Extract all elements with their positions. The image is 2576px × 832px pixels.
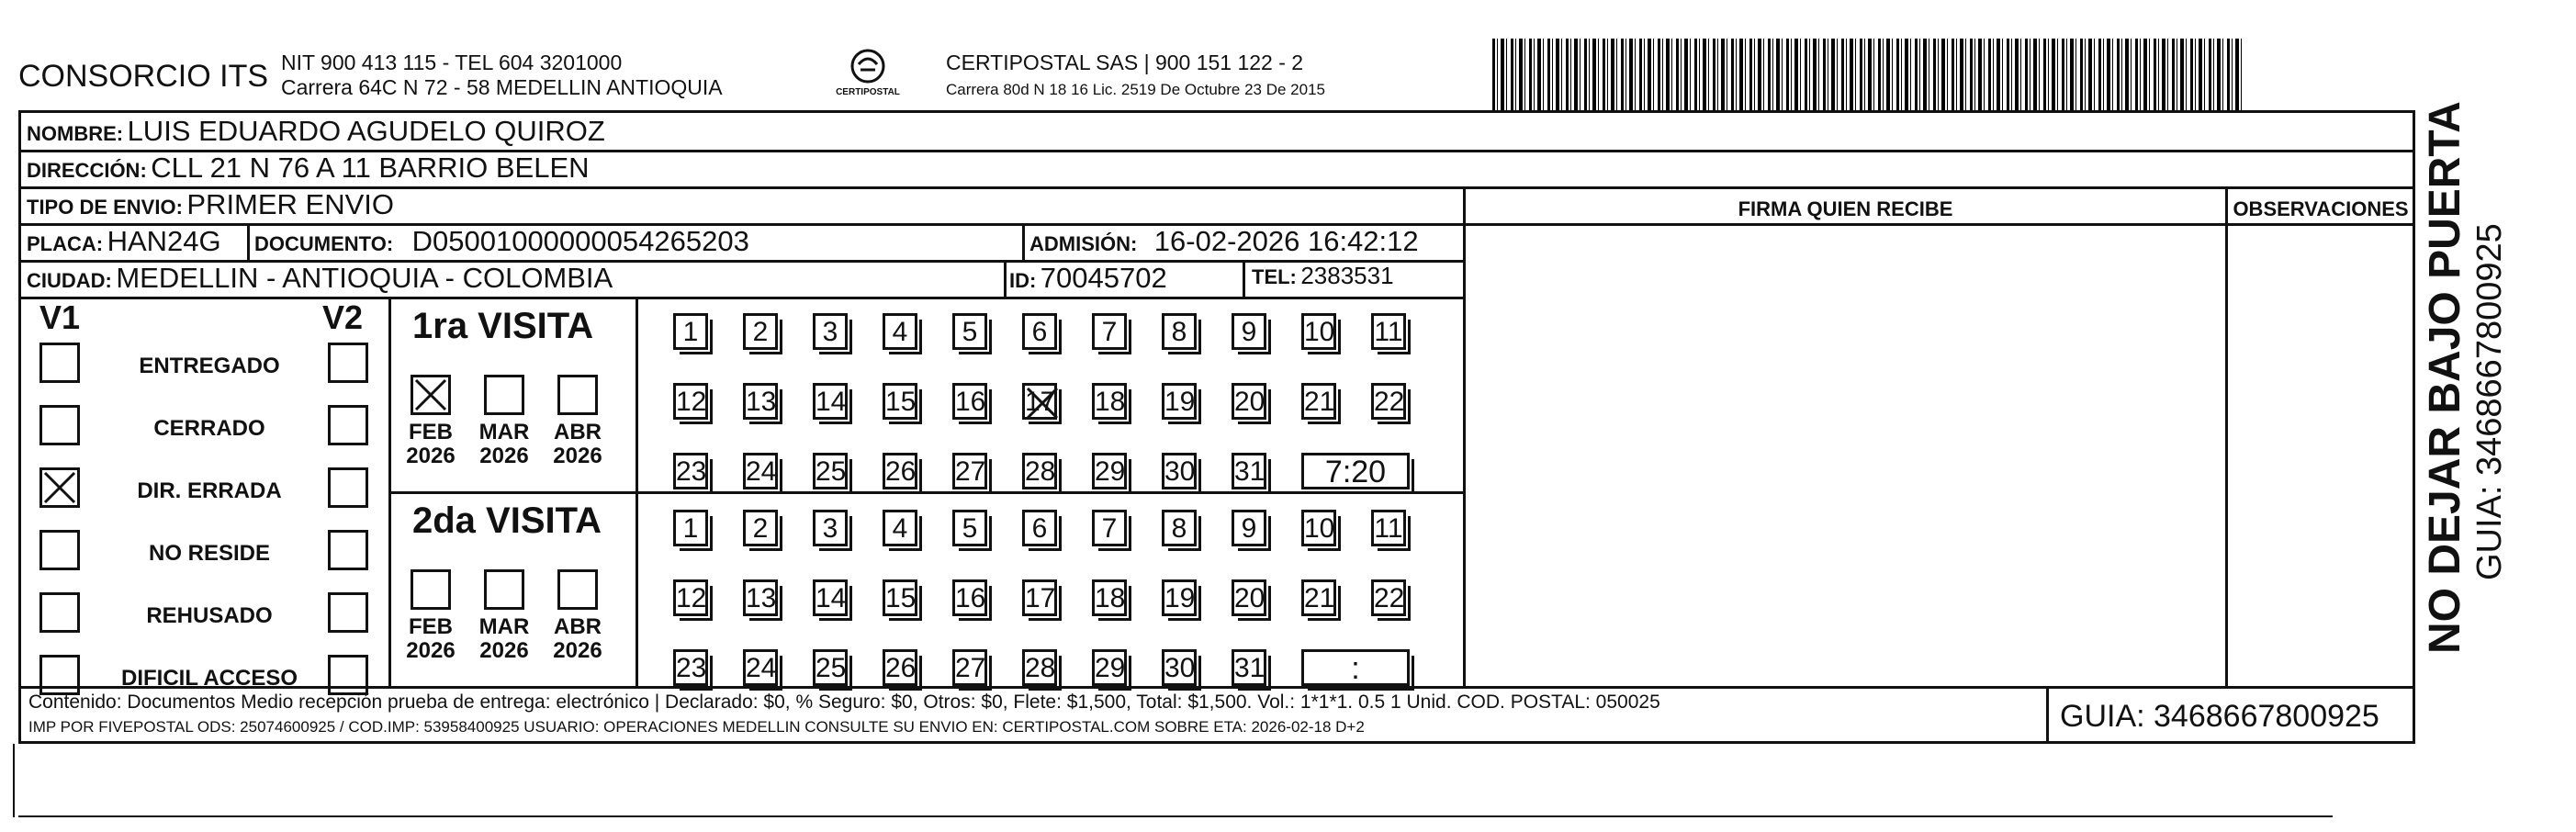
day-box[interactable]	[673, 510, 708, 546]
month-label: FEB	[409, 420, 453, 444]
day-box[interactable]	[952, 453, 987, 489]
day-box[interactable]	[883, 313, 917, 350]
month-checkbox[interactable]	[484, 375, 524, 415]
day-box[interactable]	[673, 579, 708, 616]
company-name: CONSORCIO ITS	[18, 59, 269, 94]
day-box[interactable]	[813, 313, 848, 350]
day-number: 11	[1374, 513, 1403, 544]
day-box[interactable]	[883, 510, 917, 546]
nombre-row	[27, 115, 605, 148]
day-number: 5	[962, 317, 978, 347]
v1-checkbox[interactable]	[39, 592, 80, 633]
day-number: 24	[746, 653, 777, 683]
day-box[interactable]	[1092, 313, 1127, 350]
day-number: 3	[822, 317, 838, 347]
day-number: 10	[1304, 513, 1335, 544]
day-number: 21	[1304, 583, 1335, 613]
day-number: 13	[746, 583, 777, 613]
day-box[interactable]	[1232, 453, 1266, 489]
day-number: 29	[1095, 456, 1126, 487]
month-checkbox[interactable]	[557, 375, 598, 415]
day-box[interactable]	[1371, 510, 1406, 546]
footer-content-line: Contenido: Documentos Medio recepción prueba de entrega: electrónico | Declarado: $0, % Seguro: $0, Otros: $0, Flete: $1,500, Total: $1,500. Vol.: 1*1*1. 0.5 1 Unid. COD. POSTAL: 050025	[28, 691, 1660, 713]
v2-checkbox[interactable]	[328, 467, 368, 508]
day-box[interactable]	[1022, 383, 1057, 420]
signature-area[interactable]	[1466, 226, 2225, 686]
day-number: 18	[1095, 583, 1126, 613]
year-label: 2026	[553, 638, 602, 663]
day-box[interactable]	[952, 649, 987, 686]
v1-header: V1	[39, 298, 81, 336]
day-number: 20	[1234, 387, 1266, 417]
documento-field	[254, 225, 749, 258]
day-number: 31	[1234, 456, 1266, 487]
v2-checkbox[interactable]	[328, 592, 368, 633]
day-number: 19	[1164, 387, 1196, 417]
company-address-line: Carrera 64C N 72 - 58 MEDELLIN ANTIOQUIA	[281, 75, 723, 99]
day-box[interactable]	[1162, 313, 1197, 350]
day-number: 10	[1304, 317, 1335, 347]
day-box[interactable]	[1022, 649, 1057, 686]
direccion-label: DIRECCIÓN:	[27, 159, 147, 182]
tel-value: 2383531	[1300, 262, 1394, 289]
year-label: 2026	[406, 638, 456, 663]
certipostal-logo-icon	[831, 46, 905, 107]
day-number: 6	[1031, 513, 1048, 544]
status-label: NO RESIDE	[148, 541, 271, 566]
day-number: 19	[1164, 583, 1196, 613]
day-box[interactable]	[952, 383, 987, 420]
month-label: ABR	[554, 614, 602, 639]
envelope-bottom-edge	[18, 815, 2333, 817]
day-number: 25	[816, 653, 847, 683]
placa-value: HAN24G	[107, 225, 221, 257]
day-box[interactable]	[1371, 383, 1406, 420]
day-box[interactable]	[1301, 579, 1336, 616]
side-guia: GUIA: 3468667800925	[2470, 223, 2509, 580]
carrier-license-line: Carrera 80d N 18 16 Lic. 2519 De Octubre 23 De 2015	[946, 81, 1325, 98]
day-box[interactable]	[1371, 313, 1406, 350]
time-box[interactable]	[1301, 453, 1410, 489]
day-number: 17	[1025, 583, 1056, 613]
day-number: 16	[955, 387, 986, 417]
month-checkbox[interactable]	[557, 569, 598, 610]
day-number: 16	[955, 583, 986, 613]
day-box[interactable]	[1232, 383, 1266, 420]
v1-checkbox[interactable]	[39, 405, 80, 445]
day-box[interactable]	[673, 649, 708, 686]
documento-label: DOCUMENTO:	[254, 232, 394, 255]
day-number: 27	[955, 653, 986, 683]
admision-label: ADMISIÓN:	[1029, 232, 1138, 255]
day-box[interactable]	[1232, 579, 1266, 616]
firma-label: FIRMA QUIEN RECIBE	[1738, 197, 1953, 220]
month-label: FEB	[409, 614, 453, 639]
day-number: 26	[885, 456, 917, 487]
tel-field	[1252, 262, 1394, 290]
side-warning: NO DEJAR BAJO PUERTA	[2421, 101, 2469, 654]
day-box[interactable]	[883, 453, 917, 489]
day-box[interactable]	[1022, 579, 1057, 616]
logo-text: CERTIPOSTAL	[836, 87, 900, 97]
status-label: ENTREGADO	[139, 354, 280, 378]
day-box[interactable]	[1092, 649, 1127, 686]
carrier-line: CERTIPOSTAL SAS | 900 151 122 - 2	[946, 51, 1304, 74]
day-number: 1	[682, 317, 699, 347]
tel-label: TEL:	[1252, 265, 1297, 288]
day-number: 4	[892, 513, 908, 544]
day-number: 6	[1031, 317, 1048, 347]
month-checkbox[interactable]	[411, 375, 451, 415]
v2-checkbox[interactable]	[328, 530, 368, 570]
year-label: 2026	[406, 444, 456, 468]
direccion-row	[27, 152, 590, 185]
day-number: 14	[816, 387, 847, 417]
day-number: 21	[1304, 387, 1335, 417]
day-number: 30	[1164, 653, 1196, 683]
day-box[interactable]	[1301, 510, 1336, 546]
day-number: 17	[1025, 387, 1056, 417]
admision-value: 16-02-2026 16:42:12	[1153, 225, 1419, 257]
ciudad-field	[27, 262, 613, 295]
day-box[interactable]	[813, 453, 848, 489]
day-box[interactable]	[1232, 510, 1266, 546]
month-label: MAR	[478, 420, 530, 444]
day-box[interactable]	[1092, 579, 1127, 616]
day-box[interactable]	[1371, 579, 1406, 616]
time-value: 7:20	[1324, 455, 1387, 489]
day-box[interactable]	[1022, 510, 1057, 546]
day-box[interactable]	[1232, 649, 1266, 686]
day-box[interactable]	[952, 510, 987, 546]
tipo-envio-row	[27, 188, 394, 221]
day-number: 26	[885, 653, 917, 683]
day-number: 22	[1374, 583, 1405, 613]
day-number: 9	[1241, 513, 1257, 544]
nombre-value: LUIS EDUARDO AGUDELO QUIROZ	[127, 115, 605, 147]
month-label: ABR	[554, 420, 602, 444]
day-number: 18	[1095, 387, 1126, 417]
day-number: 2	[752, 513, 769, 544]
day-number: 31	[1234, 653, 1266, 683]
day-box[interactable]	[673, 383, 708, 420]
year-label: 2026	[553, 444, 602, 468]
v2-checkbox[interactable]	[328, 655, 368, 695]
day-box[interactable]	[952, 579, 987, 616]
v1-checkbox[interactable]	[39, 467, 80, 508]
day-number: 25	[816, 456, 847, 487]
day-number: 23	[676, 456, 707, 487]
v1-checkbox[interactable]	[39, 655, 80, 695]
day-box[interactable]	[883, 649, 917, 686]
placa-field	[27, 225, 221, 258]
day-box[interactable]	[1162, 383, 1197, 420]
observations-area[interactable]	[2228, 226, 2413, 686]
id-value: 70045702	[1040, 262, 1167, 294]
day-number: 22	[1374, 387, 1405, 417]
status-label: CERRADO	[153, 416, 265, 441]
day-number: 11	[1374, 317, 1403, 347]
day-box[interactable]	[1092, 453, 1127, 489]
day-box[interactable]	[1162, 579, 1197, 616]
day-box[interactable]	[813, 649, 848, 686]
day-box[interactable]	[673, 313, 708, 350]
day-box[interactable]	[813, 383, 848, 420]
envelope-edge	[13, 744, 20, 817]
year-label: 2026	[479, 638, 529, 663]
day-number: 7	[1101, 317, 1118, 347]
time-value: :	[1351, 651, 1360, 686]
day-box[interactable]	[1022, 313, 1057, 350]
day-number: 14	[816, 583, 847, 613]
tipo-envio-value: PRIMER ENVIO	[186, 188, 395, 220]
shipping-form	[18, 110, 2415, 744]
day-number: 29	[1095, 653, 1126, 683]
day-number: 3	[822, 513, 838, 544]
placa-label: PLACA:	[27, 232, 104, 255]
documento-value: D05001000000054265203	[411, 225, 749, 257]
day-box[interactable]	[1022, 453, 1057, 489]
day-number: 30	[1164, 456, 1196, 487]
status-label: DIFICIL ACCESO	[120, 666, 298, 691]
day-box[interactable]	[1232, 313, 1266, 350]
v1-checkbox[interactable]	[39, 343, 80, 383]
day-number: 15	[885, 387, 917, 417]
day-number: 12	[676, 583, 707, 613]
day-number: 23	[676, 653, 707, 683]
time-box[interactable]	[1301, 649, 1410, 686]
day-number: 8	[1171, 513, 1187, 544]
day-number: 12	[676, 387, 707, 417]
status-label: DIR. ERRADA	[137, 478, 282, 503]
ciudad-value: MEDELLIN - ANTIOQUIA - COLOMBIA	[116, 262, 613, 294]
day-box[interactable]	[883, 383, 917, 420]
company-nit-line: NIT 900 413 115 - TEL 604 3201000	[281, 51, 623, 74]
day-box[interactable]	[1162, 649, 1197, 686]
day-box[interactable]	[743, 579, 778, 616]
day-box[interactable]	[952, 313, 987, 350]
day-box[interactable]	[743, 453, 778, 489]
day-number: 8	[1171, 317, 1187, 347]
day-box[interactable]	[673, 453, 708, 489]
month-checkbox[interactable]	[484, 569, 524, 610]
day-box[interactable]	[1301, 313, 1336, 350]
day-number: 4	[892, 317, 908, 347]
day-number: 2	[752, 317, 769, 347]
barcode	[1492, 39, 2245, 110]
day-box[interactable]	[743, 313, 778, 350]
day-number: 28	[1025, 456, 1056, 487]
day-number: 9	[1241, 317, 1257, 347]
day-number: 15	[885, 583, 917, 613]
id-label: ID:	[1009, 269, 1037, 292]
visit2-title: 2da VISITA	[412, 500, 602, 541]
day-box[interactable]	[1092, 510, 1127, 546]
day-number: 5	[962, 513, 978, 544]
v2-checkbox[interactable]	[328, 405, 368, 445]
day-box[interactable]	[1162, 510, 1197, 546]
month-label: MAR	[478, 614, 530, 639]
year-label: 2026	[479, 444, 529, 468]
day-box[interactable]	[1301, 383, 1336, 420]
day-box[interactable]	[813, 579, 848, 616]
day-box[interactable]	[743, 649, 778, 686]
observaciones-label: OBSERVACIONES	[2233, 197, 2409, 220]
v2-header: V2	[322, 298, 364, 336]
direccion-value: CLL 21 N 76 A 11 BARRIO BELEN	[151, 152, 590, 184]
certipostal-logo	[831, 46, 905, 107]
ciudad-label: CIUDAD:	[27, 269, 112, 292]
day-number: 27	[955, 456, 986, 487]
day-box[interactable]	[813, 510, 848, 546]
day-number: 7	[1101, 513, 1118, 544]
v2-checkbox[interactable]	[328, 343, 368, 383]
v1-checkbox[interactable]	[39, 530, 80, 570]
day-box[interactable]	[1162, 453, 1197, 489]
day-box[interactable]	[743, 510, 778, 546]
day-box[interactable]	[883, 579, 917, 616]
tipo-envio-label: TIPO DE ENVIO:	[27, 196, 183, 219]
day-number: 20	[1234, 583, 1266, 613]
status-label: REHUSADO	[146, 603, 273, 628]
day-box[interactable]	[1092, 383, 1127, 420]
footer-print-line: IMP POR FIVEPOSTAL ODS: 25074600925 / COD.IMP: 53958400925 USUARIO: OPERACIONES MEDELLIN CONSULTE SU ENVIO EN: CERTIPOSTAL.COM SOBRE ETA: 2026-02-18 D+2	[28, 718, 1365, 736]
month-checkbox[interactable]	[411, 569, 451, 610]
nombre-label: NOMBRE:	[27, 122, 124, 145]
id-field	[1009, 262, 1167, 295]
day-number: 13	[746, 387, 777, 417]
day-number: 1	[682, 513, 699, 544]
admision-field	[1029, 225, 1419, 258]
day-number: 28	[1025, 653, 1056, 683]
day-number: 24	[746, 456, 777, 487]
footer-guia: GUIA: 3468667800925	[2060, 699, 2379, 734]
day-box[interactable]	[743, 383, 778, 420]
visit1-title: 1ra VISITA	[412, 306, 594, 346]
